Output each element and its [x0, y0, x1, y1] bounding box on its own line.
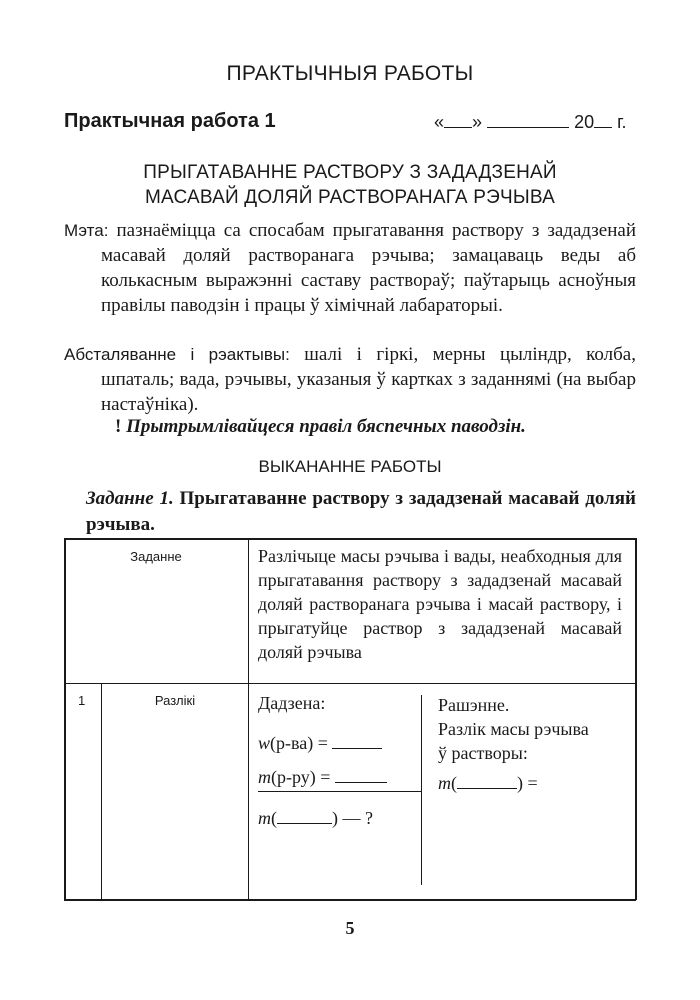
table-number-divider — [101, 683, 102, 900]
find-close: ) — ? — [332, 808, 373, 828]
given-solution-divider — [421, 695, 422, 885]
solution-variable: m — [438, 773, 451, 793]
given-mass-fraction — [258, 733, 382, 754]
table-row-divider — [64, 683, 636, 684]
date-line — [434, 112, 626, 133]
safety-text: Прытрымлівайцеся правіл бяспечных паводзін. — [126, 416, 526, 437]
date-open-quote: « — [434, 112, 445, 132]
work-topic — [0, 160, 700, 210]
w-answer-blank[interactable] — [332, 748, 382, 749]
equipment-label: Абсталяванне і рэактывы: — [64, 345, 290, 364]
table-left-border — [64, 538, 66, 900]
solution-title: Рашэнне. — [438, 695, 510, 715]
solution-substance-blank[interactable] — [457, 788, 517, 789]
m-answer-blank[interactable] — [335, 782, 387, 783]
date-suffix: г. — [617, 112, 627, 132]
year-blank[interactable] — [594, 112, 612, 128]
month-blank[interactable] — [487, 112, 569, 128]
date-year-prefix: 20 — [574, 112, 595, 132]
table-header-label: Заданне — [130, 549, 182, 564]
work-title: Практычная работа 1 — [64, 110, 276, 132]
topic-line-2: МАСАВАЙ ДОЛЯЙ РАСТВОРАНАГА РЭЧЫВА — [144, 187, 555, 208]
goal-text: пазнаёміцца са спосабам прыгатавання раствору з зададзенай масавай доляй растворанага рэчыва; замацаваць веды аб колькасным выражэнні саставу раствораў; паўтарыць асноўныя правілы паводзін і працы ў хімічнай лабараторыі. — [101, 220, 636, 316]
given-title: Дадзена: — [258, 693, 326, 713]
find-quantity — [258, 808, 373, 829]
find-open: ( — [271, 808, 277, 828]
m-variable: m — [258, 767, 271, 787]
solution-subtitle-1: Разлік масы рэчыва — [438, 719, 589, 739]
execution-title: ВЫКАНАННЕ РАБОТЫ — [258, 457, 442, 476]
table-bottom-border — [64, 899, 636, 901]
solution-block — [438, 693, 589, 765]
given-solution-mass — [258, 767, 387, 788]
solution-close: ) = — [517, 773, 538, 793]
w-variable: w — [258, 733, 271, 753]
safety-note — [115, 416, 526, 438]
find-variable: m — [258, 808, 271, 828]
find-substance-blank[interactable] — [277, 823, 332, 824]
equipment-paragraph — [64, 342, 636, 417]
task-text: Прыгатаванне раствору з зададзенай масавай доляй рэчыва. — [86, 488, 637, 535]
goal-label: Мэта: — [64, 221, 109, 240]
page-number: 5 — [345, 918, 355, 938]
solution-open: ( — [451, 773, 457, 793]
solution-formula — [438, 773, 538, 794]
row-number: 1 — [78, 693, 86, 708]
row-label: Разлікі — [154, 693, 196, 708]
table-header-text: Разлічыце масы рэчыва і вады, неабходныя для прыгатавання раствору з зададзенай масавай доляй растворанага рэчыва і масай раствору, і прыгатуйце раствор з зададзенай масавай доляй рэчыва — [258, 546, 622, 662]
w-argument: (р-ва) = — [270, 733, 328, 753]
task-heading — [86, 486, 636, 538]
table-top-border — [64, 538, 636, 540]
solution-subtitle-2: ў растворы: — [438, 743, 528, 763]
day-blank[interactable] — [444, 112, 472, 128]
table-column-divider — [248, 538, 249, 900]
equipment-text: шалі і гіркі, мерны цыліндр, колба, шпаталь; вада, рэчывы, указаныя ў картках з заданнямі (на выбар настаўніка). — [101, 344, 636, 415]
given-find-divider — [258, 791, 421, 792]
task-label: Заданне 1. — [86, 488, 174, 509]
topic-line-1: ПРЫГАТАВАННЕ РАСТВОРУ З ЗАДАДЗЕНАЙ — [143, 162, 557, 183]
m-argument: (р-ру) = — [271, 767, 331, 787]
section-title: ПРАКТЫЧНЫЯ РАБОТЫ — [226, 62, 474, 85]
exclamation-mark: ! — [115, 416, 122, 437]
goal-paragraph — [64, 218, 636, 318]
date-close-quote: » — [472, 112, 483, 132]
table-right-border — [635, 538, 637, 900]
